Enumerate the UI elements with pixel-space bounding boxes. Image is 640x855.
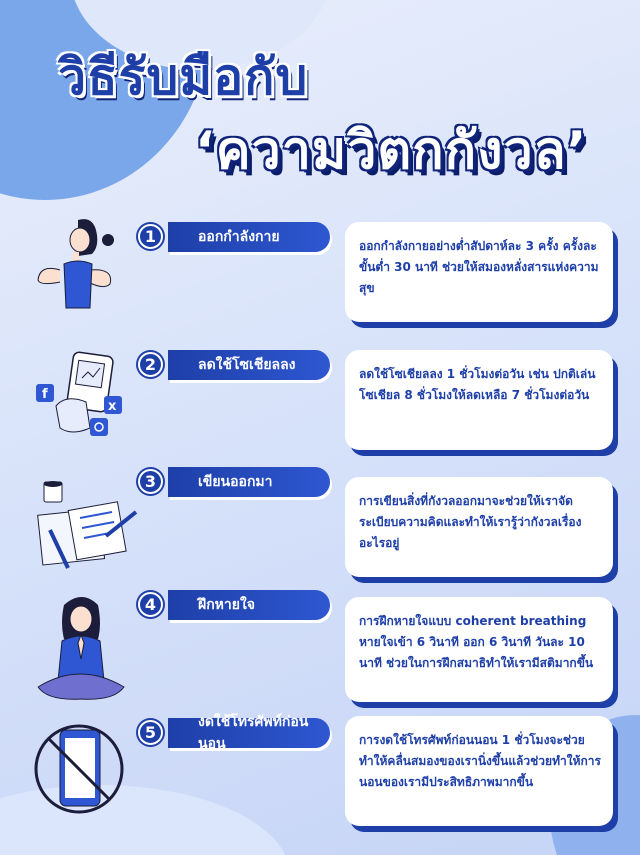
- step-3-text: การเขียนสิ่งที่กังวลออกมาจะช่วยให้เราจัดระเบียบความคิดและทำให้เรารู้ว่ากังวลเรื่องอะไรอยู่: [359, 494, 582, 550]
- step-5-heading-pill: [168, 714, 330, 752]
- svg-text:f: f: [42, 387, 48, 402]
- step-5-number-badge: 5: [138, 720, 163, 745]
- step-3-card: [345, 477, 613, 577]
- step-2-number-badge: 2: [138, 352, 163, 377]
- writing-notebook-icon: [30, 478, 140, 573]
- step-2-card: [345, 350, 613, 450]
- step-1-heading: ออกกำลังกาย: [198, 229, 280, 245]
- exercise-woman-icon: [28, 212, 123, 317]
- step-4-text: การฝึกหายใจแบบ coherent breathing หายใจเข้า 6 วินาที ออก 6 วินาที วันละ 10 นาที ช่วยในการฝึกสมาธิทำให้เรามีสติมากขึ้น: [359, 614, 594, 670]
- step-2-heading: ลดใช้โซเชียลลง: [198, 357, 296, 373]
- step-2-heading-pill: [168, 350, 330, 380]
- step-1-text: ออกกำลังกายอย่างต่ำสัปดาห์ละ 3 ครั้ง ครั้งละขั้นต่ำ 30 นาที ช่วยให้สมองหลั่งสารแห่งความสุข: [359, 239, 599, 295]
- step-3-number-badge: 3: [138, 469, 163, 494]
- step-5-text: การงดใช้โทรศัพท์ก่อนนอน 1 ชั่วโมงจะช่วยทำให้คลื่นสมองของเรานิ่งขึ้นแล้วช่วยทำให้การนอนของเรามีประสิทธิภาพมากขึ้น: [359, 733, 601, 789]
- step-4-heading-pill: [168, 590, 330, 620]
- step-4-number-badge: 4: [138, 592, 163, 617]
- step-3-heading-pill: [168, 467, 330, 497]
- no-phone-icon: [32, 722, 127, 817]
- svg-text:x: x: [108, 399, 117, 414]
- step-2-text: ลดใช้โซเชียลลง 1 ชั่วโมงต่อวัน เช่น ปกติเล่นโซเชียล 8 ชั่วโมงให้ลดเหลือ 7 ชั่วโมงต่อวัน: [359, 367, 596, 402]
- step-5-heading: งดใช้โทรศัพท์ก่อนนอน: [198, 714, 309, 752]
- step-1-number-badge: 1: [138, 224, 163, 249]
- social-media-phone-icon: [32, 348, 132, 443]
- step-4-card: [345, 597, 613, 702]
- page-title-line2: ‘ความวิตกกังวล’: [195, 121, 588, 181]
- meditation-woman-icon: [34, 595, 129, 705]
- step-3-heading: เขียนออกมา: [198, 474, 273, 490]
- step-5-card: [345, 716, 613, 826]
- step-1-card: [345, 222, 613, 322]
- step-1-heading-pill: [168, 222, 330, 252]
- step-4-heading: ฝึกหายใจ: [198, 597, 256, 613]
- page-title-line1: วิธีรับมือกับ: [58, 48, 309, 106]
